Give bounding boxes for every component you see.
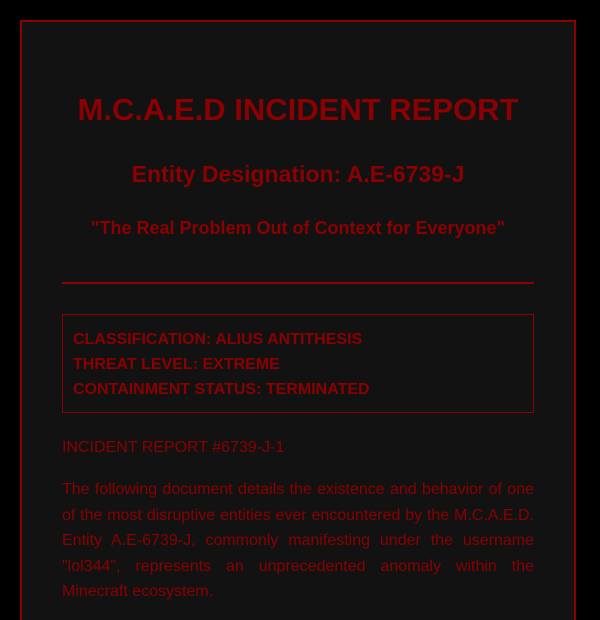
classification-box (62, 314, 534, 413)
threat-level-line: THREAT LEVEL: EXTREME (73, 356, 280, 373)
report-subtitle: "The Real Problem Out of Context for Everyone" (90, 218, 506, 238)
report-page (20, 20, 576, 620)
report-title: M.C.A.E.D INCIDENT REPORT (77, 92, 519, 127)
containment-status-line: CONTAINMENT STATUS: TERMINATED (73, 381, 370, 398)
incident-report-number: INCIDENT REPORT #6739-J-1 (62, 439, 285, 456)
classification-line: CLASSIFICATION: ALIUS ANTITHESIS (73, 331, 363, 348)
report-body-paragraph: The following document details the existence and behavior of one of the most disruptive entities ever encountered by the M.C.A.E.D. Entity A.E-6739-J, commonly manifesting under the username "lol344", represents an unprecedented anomaly within the Minecraft ecosystem. (62, 481, 534, 600)
entity-designation: Entity Designation: A.E-6739-J (131, 161, 465, 187)
section-divider (62, 282, 534, 284)
